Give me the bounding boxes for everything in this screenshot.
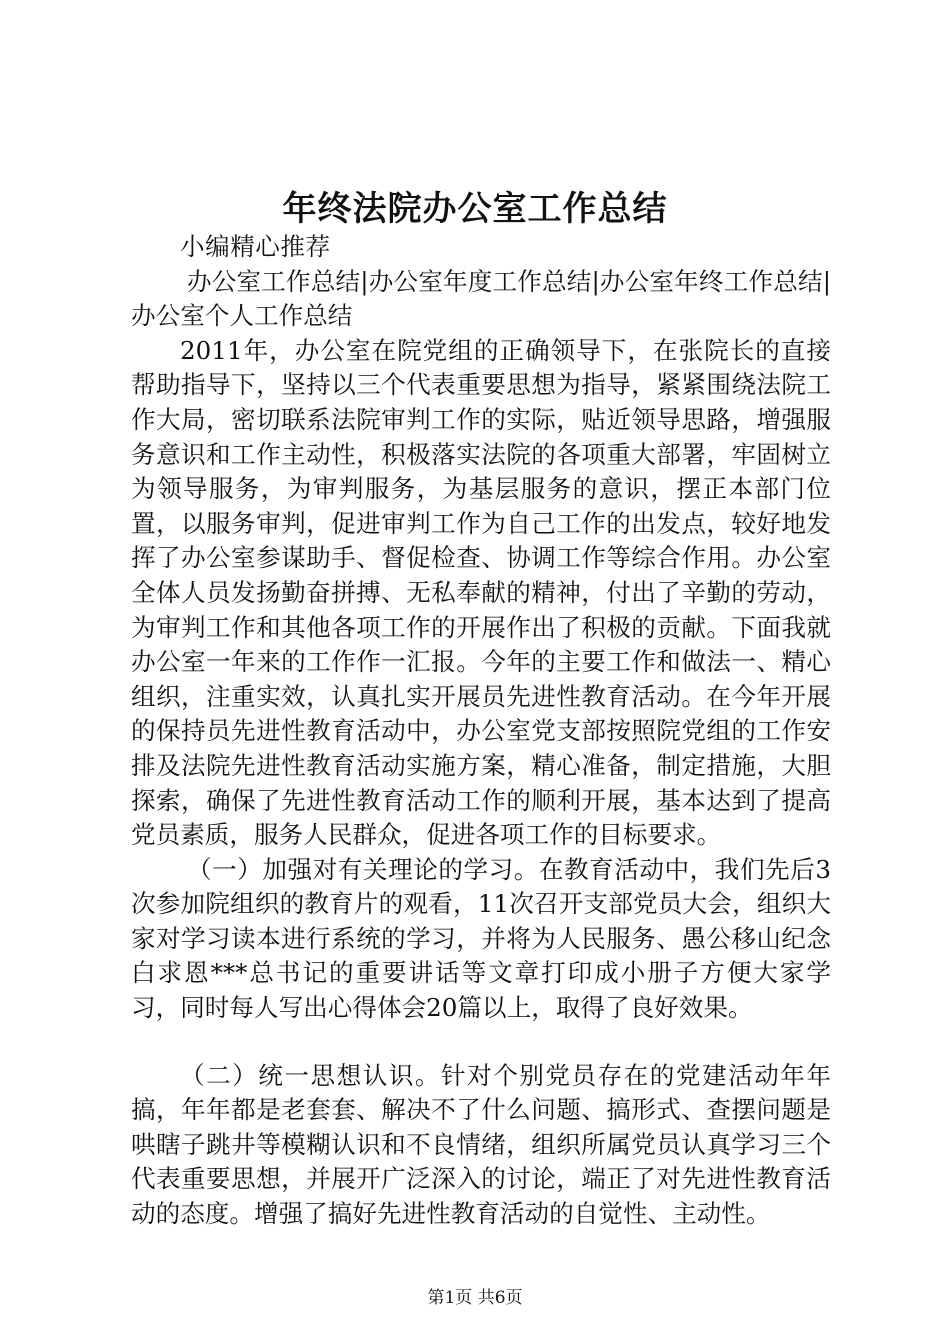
paragraph-study: （一）加强对有关理论的学习。在教育活动中，我们先后3次参加院组织的教育片的观看，11次召开支部党员大会，组织大家对学习读本进行系统的学习，并将为人民服务、愚公移山纪念白求恩***总书记的重要讲话等文章打印成小册子方便大家学习，同时每人写出心得体会20篇以上，取得了良好效果。 bbox=[131, 854, 831, 1023]
paragraph-intro: 2011年，办公室在院党组的正确领导下，在张院长的直接帮助指导下，坚持以三个代表重要思想为指导，紧紧围绕法院工作大局，密切联系法院审判工作的实际，贴近领导思路，增强服务意识和工作主动性，积极落实法院的各项重大部署，牢固树立为领导服务，为审判服务，为基层服务的意识，摆正本部门位置，以服务审判，促进审判工作为自己工作的出发点，较好地发挥了办公室参谋助手、督促检查、协调工作等综合作用。办公室全体人员发扬勤奋拼搏、无私奉献的精神，付出了辛勤的劳动，为审判工作和其他各项工作的开展作出了积极的贡献。下面我就办公室一年来的工作作一汇报。今年的主要工作和做法一、精心组织，注重实效，认真扎实开展员先进性教育活动。在今年开展的保持员先进性教育活动中，办公室党支部按照院党组的工作安排及法院先进性教育活动实施方案，精心准备，制定措施，大胆探索，确保了先进性教育活动工作的顺利开展，基本达到了提高党员素质，服务人民群众，促进各项工作的目标要求。 bbox=[131, 335, 831, 850]
document-title: 年终法院办公室工作总结 bbox=[282, 189, 668, 229]
paragraph-spacer bbox=[131, 1026, 831, 1059]
related-links[interactable]: 办公室工作总结|办公室年度工作总结|办公室年终工作总结|办公室个人工作总结 bbox=[131, 266, 831, 331]
page-number-footer: 第1页 共6页 bbox=[427, 1288, 523, 1308]
document-body bbox=[131, 230, 831, 1232]
paragraph-thinking: （二）统一思想认识。针对个别党员存在的党建活动年年搞，年年都是老套套、解决不了什么问题、搞形式、查摆问题是哄瞎子跳井等模糊认识和不良情绪，组织所属党员认真学习三个代表重要思想，并展开广泛深入的讨论，端正了对先进性教育活动的态度。增强了搞好先进性教育活动的自觉性、主动性。 bbox=[131, 1060, 831, 1229]
recommend-label: 小编精心推荐 bbox=[180, 232, 331, 261]
